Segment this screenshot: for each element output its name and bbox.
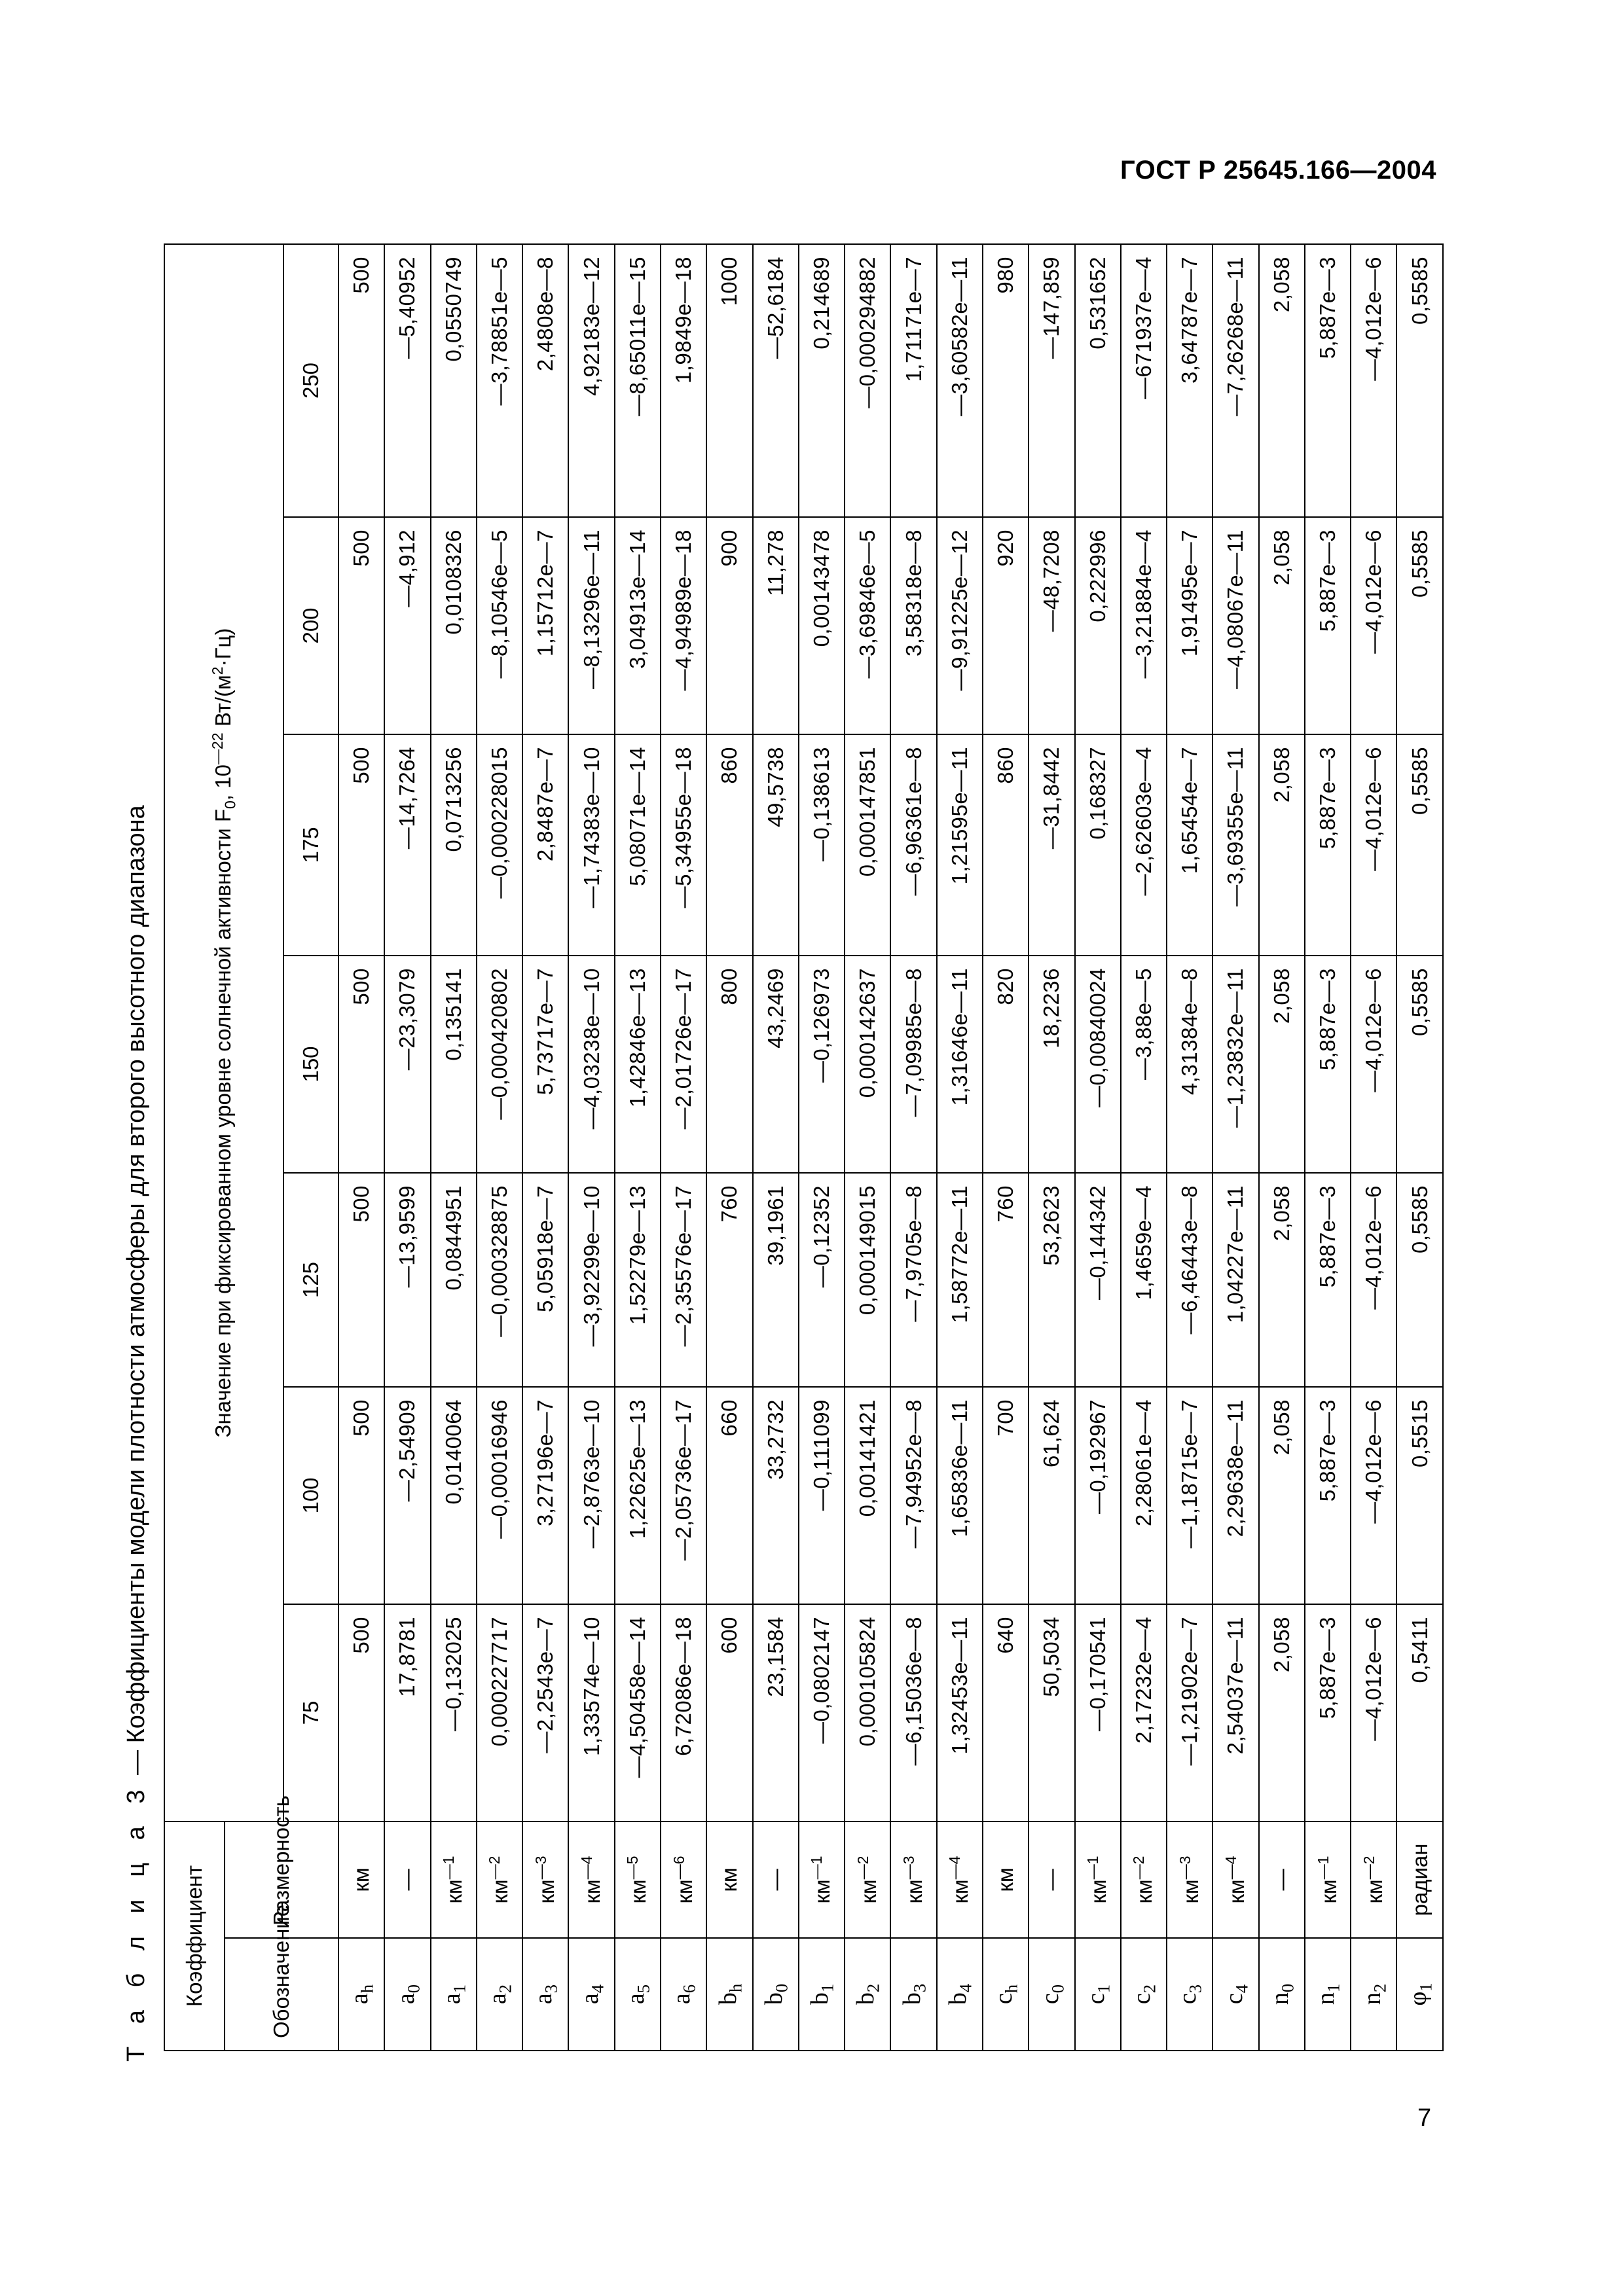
value-cell: —0,170541 [1075,1604,1121,1821]
table-row [522,244,568,2051]
value-cell: 1,15712e—7 [522,517,568,734]
level-header: 75 [283,1604,338,1821]
table-row [477,244,522,2051]
value-cell: 0,00143478 [799,517,845,734]
designation-cell: $c_h$ [983,1938,1029,2051]
dimension-cell: $км^{—2}$ [477,1821,522,1938]
designation-cell: $c_1$ [1075,1938,1121,2051]
value-cell: 2,058 [1259,734,1305,956]
value-cell: 500 [338,1387,384,1604]
value-cell: —0,000420802 [477,956,522,1173]
designation-cell: $b_1$ [799,1938,845,2051]
dimension-cell: $км^{—2}$ [1121,1821,1167,1938]
table-row [1167,244,1213,2051]
designation-cell: $b_3$ [890,1938,936,2051]
value-cell: 0,214689 [799,244,845,517]
dimension-cell: $км^{—1}$ [1305,1821,1351,1938]
dimension-cell: $км^{—4}$ [1213,1821,1258,1938]
value-cell: 760 [983,1173,1029,1387]
value-cell: 1,4659e—4 [1121,1173,1167,1387]
dimension-cell: $км^{—5}$ [615,1821,661,1938]
value-cell: 980 [983,244,1029,517]
value-cell: 4,31384e—8 [1167,956,1213,1173]
value-cell: 0,00141421 [845,1387,890,1604]
table-row [1396,244,1443,2051]
value-cell: —0,000294882 [845,244,890,517]
value-cell: 2,54037e—11 [1213,1604,1258,1821]
value-cell: 2,058 [1259,1387,1305,1604]
value-cell: —2,62603e—4 [1121,734,1167,956]
designation-cell: $a_6$ [661,1938,706,2051]
designation-cell: $b_0$ [753,1938,799,2051]
value-cell: —4,012e—6 [1351,1387,1396,1604]
value-cell: 53,2623 [1029,1173,1074,1387]
value-cell: —0,111099 [799,1387,845,1604]
value-cell: 5,73717e—7 [522,956,568,1173]
value-cell: 1,32453e—11 [937,1604,983,1821]
value-cell: —7,26268e—11 [1213,244,1258,517]
value-cell: 5,887e—3 [1305,244,1351,517]
designation-cell: $c_2$ [1121,1938,1167,2051]
table-caption [117,753,156,2062]
table-row [799,244,845,2051]
value-cell: 900 [706,517,752,734]
value-cell: 820 [983,956,1029,1173]
table-row [1075,244,1121,2051]
value-cell: 2,17232e—4 [1121,1604,1167,1821]
value-cell: 0,0140064 [431,1387,477,1604]
value-cell: 1,91495e—7 [1167,517,1213,734]
dimension-cell: — [753,1821,799,1938]
designation-cell: $b_2$ [845,1938,890,2051]
dimension-cell: $км^{—1}$ [431,1821,477,1938]
value-cell: 500 [338,244,384,517]
table-row [615,244,661,2051]
value-cell: —7,9705e—8 [890,1173,936,1387]
value-cell: —3,21884e—4 [1121,517,1167,734]
value-cell: —4,08067e—11 [1213,517,1258,734]
value-cell: —4,03238e—10 [568,956,614,1173]
value-cell: 500 [338,956,384,1173]
designation-cell: $a_5$ [615,1938,661,2051]
coefficients-table [164,243,1444,2051]
value-cell: 860 [706,734,752,956]
dimension-cell: $км^{—1}$ [1075,1821,1121,1938]
value-cell: 1,33574e—10 [568,1604,614,1821]
designation-cell: $b_h$ [706,1938,752,2051]
value-cell: —3,69355e—11 [1213,734,1258,956]
dimension-cell: — [1259,1821,1305,1938]
dimension-cell: — [384,1821,430,1938]
level-header: 100 [283,1387,338,1604]
value-cell: —48,7208 [1029,517,1074,734]
value-cell: —0,00840024 [1075,956,1121,1173]
designation-cell: $c_3$ [1167,1938,1213,2051]
value-cell: 0,000149015 [845,1173,890,1387]
value-cell: —52,6184 [753,244,799,517]
value-cell: —13,9599 [384,1173,430,1387]
value-cell: —1,18715e—7 [1167,1387,1213,1604]
designation-cell: $a_0$ [384,1938,430,2051]
value-cell: —4,012e—6 [1351,1604,1396,1821]
level-header: 175 [283,734,338,956]
value-cell: —7,94952e—8 [890,1387,936,1604]
value-cell: 2,28061e—4 [1121,1387,1167,1604]
value-cell: 2,058 [1259,244,1305,517]
value-cell: 18,2236 [1029,956,1074,1173]
value-cell: 23,1584 [753,1604,799,1821]
value-cell: 500 [338,1604,384,1821]
designation-cell: $c_4$ [1213,1938,1258,2051]
value-cell: 6,72086e—18 [661,1604,706,1821]
value-cell: 1,65454e—7 [1167,734,1213,956]
value-cell: —1,23832e—11 [1213,956,1258,1173]
designation-cell: $\varphi_1$ [1396,1938,1443,2051]
dimension-cell: $км^{—1}$ [799,1821,845,1938]
value-cell: 2,29638e—11 [1213,1387,1258,1604]
value-cell: 0,531652 [1075,244,1121,517]
table-row [1259,244,1305,2051]
value-cell: 1,31646e—11 [937,956,983,1173]
value-cell: 33,2732 [753,1387,799,1604]
value-cell: 3,04913e—14 [615,517,661,734]
value-cell: 1,42846e—13 [615,956,661,1173]
designation-cell: $n_2$ [1351,1938,1396,2051]
value-cell: 500 [338,1173,384,1387]
value-cell: —0,126973 [799,956,845,1173]
value-cell: 3,58318e—8 [890,517,936,734]
table-row [845,244,890,2051]
value-cell: 0,0550749 [431,244,477,517]
value-cell: 49,5738 [753,734,799,956]
value-cell: —1,21902e—7 [1167,1604,1213,1821]
value-cell: —4,012e—6 [1351,734,1396,956]
table-row [1351,244,1396,2051]
value-cell: —671937e—4 [1121,244,1167,517]
value-cell: 0,000147851 [845,734,890,956]
value-cell: 500 [338,734,384,956]
value-cell: 700 [983,1387,1029,1604]
value-cell: 0,0713256 [431,734,477,956]
table-container [164,245,1444,2051]
value-cell: 0,168327 [1075,734,1121,956]
dimension-cell: — [1029,1821,1074,1938]
value-cell: —8,13296e—11 [568,517,614,734]
value-cell: —6,96361e—8 [890,734,936,956]
value-cell: 2,058 [1259,1173,1305,1387]
value-cell: 0,5411 [1396,1604,1443,1821]
value-cell: —31,8442 [1029,734,1074,956]
value-cell: 5,05918e—7 [522,1173,568,1387]
value-cell: —0,0802147 [799,1604,845,1821]
value-cell: 61,624 [1029,1387,1074,1604]
value-cell: 5,887e—3 [1305,1387,1351,1604]
value-cell: —4,012e—6 [1351,956,1396,1173]
value-cell: —2,54909 [384,1387,430,1604]
table-row [937,244,983,2051]
table-row [1305,244,1351,2051]
value-cell: 640 [983,1604,1029,1821]
value-cell: 1,21595e—11 [937,734,983,956]
dimension-cell: $км^{—3}$ [890,1821,936,1938]
table-row [983,244,1029,2051]
table-row [338,244,384,2051]
value-cell: —3,69846e—5 [845,517,890,734]
dimension-cell: $км^{—3}$ [522,1821,568,1938]
designation-cell: $a_4$ [568,1938,614,2051]
value-cell: 2,8487e—7 [522,734,568,956]
value-cell: 760 [706,1173,752,1387]
table-row [661,244,706,2051]
value-cell: —3,78851e—5 [477,244,522,517]
value-cell: —4,94989e—18 [661,517,706,734]
dimension-cell: радиан [1396,1821,1443,1938]
value-cell: —6,46443e—8 [1167,1173,1213,1387]
value-cell: 500 [338,517,384,734]
value-cell: 660 [706,1387,752,1604]
value-cell: —3,92299e—10 [568,1173,614,1387]
value-cell: —147,859 [1029,244,1074,517]
value-cell: 5,887e—3 [1305,1604,1351,1821]
dimension-cell: км [706,1821,752,1938]
value-cell: 1,71171e—7 [890,244,936,517]
value-cell: 0,135141 [431,956,477,1173]
value-cell: —5,40952 [384,244,430,517]
value-cell: 3,64787e—7 [1167,244,1213,517]
value-cell: —0,12352 [799,1173,845,1387]
value-header: Значение при фиксированном уровне солнечной активности $F_0$, $10^{—22}$ $Вт/(м^2\cdot Гц)$ [164,244,283,1821]
caption-label: Т а б л и ц а 3 [122,1782,150,2062]
value-cell: 800 [706,956,752,1173]
table-row [384,244,430,2051]
value-cell: 920 [983,517,1029,734]
value-cell: —2,05736e—17 [661,1387,706,1604]
value-cell: —0,138613 [799,734,845,956]
value-cell: 39,1961 [753,1173,799,1387]
designation-cell: $a_1$ [431,1938,477,2051]
value-cell: 0,0108326 [431,517,477,734]
value-cell: —4,012e—6 [1351,244,1396,517]
value-cell: 0,222996 [1075,517,1121,734]
value-cell: 2,058 [1259,956,1305,1173]
value-cell: —2,35576e—17 [661,1173,706,1387]
dimension-cell: км [338,1821,384,1938]
designation-cell: $b_4$ [937,1938,983,2051]
dimension-cell: км [983,1821,1029,1938]
value-cell: —4,012e—6 [1351,517,1396,734]
value-cell: —5,34955e—18 [661,734,706,956]
value-cell: 2,058 [1259,517,1305,734]
designation-cell: $a_h$ [338,1938,384,2051]
value-cell: —4,50458e—14 [615,1604,661,1821]
value-cell: —2,2543e—7 [522,1604,568,1821]
level-header: 125 [283,1173,338,1387]
value-cell: 1,9849e—18 [661,244,706,517]
table-row [1029,244,1074,2051]
table-row [706,244,752,2051]
value-cell: 0,000142637 [845,956,890,1173]
value-cell: —4,912 [384,517,430,734]
value-cell: 1,58772e—11 [937,1173,983,1387]
value-cell: 1,52279e—13 [615,1173,661,1387]
value-cell: 0,000227717 [477,1604,522,1821]
value-cell: 2,058 [1259,1604,1305,1821]
value-cell: —3,60582e—11 [937,244,983,517]
value-cell: 1,65836e—11 [937,1387,983,1604]
table-row [1121,244,1167,2051]
dimension-cell: $км^{—2}$ [845,1821,890,1938]
designation-header: Обозначение [225,1938,338,2051]
value-cell: 0,5515 [1396,1387,1443,1604]
value-cell: 860 [983,734,1029,956]
dimension-cell: $км^{—4}$ [937,1821,983,1938]
value-cell: 1,22625e—13 [615,1387,661,1604]
table-row [431,244,477,2051]
value-cell: 50,5034 [1029,1604,1074,1821]
value-cell: 0,5585 [1396,1173,1443,1387]
value-cell: —0,000228015 [477,734,522,956]
value-cell: —8,10546e—5 [477,517,522,734]
value-cell: 1,04227e—11 [1213,1173,1258,1387]
value-cell: 0,5585 [1396,734,1443,956]
value-cell: —0,144342 [1075,1173,1121,1387]
coef-header: Коэффициент [164,1821,225,2051]
value-cell: —6,15036e—8 [890,1604,936,1821]
dimension-cell: $км^{—3}$ [1167,1821,1213,1938]
dimension-header: Размерность [225,1821,338,1938]
value-cell: 11,278 [753,517,799,734]
value-cell: —0,132025 [431,1604,477,1821]
level-header: 150 [283,956,338,1173]
value-cell: —2,01726e—17 [661,956,706,1173]
designation-cell: $n_0$ [1259,1938,1305,2051]
table-row [753,244,799,2051]
value-cell: —1,74383e—10 [568,734,614,956]
value-cell: 3,27196e—7 [522,1387,568,1604]
value-cell: —14,7264 [384,734,430,956]
value-cell: —4,012e—6 [1351,1173,1396,1387]
value-cell: 2,4808e—8 [522,244,568,517]
value-cell: 0,000105824 [845,1604,890,1821]
value-cell: 43,2469 [753,956,799,1173]
value-cell: 0,5585 [1396,517,1443,734]
document-header: ГОСТ Р 25645.166—2004 [1120,156,1436,185]
value-cell: —0,00016946 [477,1387,522,1604]
caption-text: — Коэффициенты модели плотности атмосферы для второго высотного диапазона [122,805,150,1782]
value-cell: —9,91225e—12 [937,517,983,734]
value-cell: —7,09985e—8 [890,956,936,1173]
dimension-cell: $км^{—4}$ [568,1821,614,1938]
value-cell: 0,5585 [1396,956,1443,1173]
dimension-cell: $км^{—2}$ [1351,1821,1396,1938]
value-cell: 4,92183e—12 [568,244,614,517]
value-cell: —0,000328875 [477,1173,522,1387]
page-number: 7 [1417,2104,1432,2132]
value-cell: 0,5585 [1396,244,1443,517]
value-cell: 0,0844951 [431,1173,477,1387]
value-cell: —2,8763e—10 [568,1387,614,1604]
table-row [568,244,614,2051]
dimension-cell: $км^{—6}$ [661,1821,706,1938]
value-cell: 600 [706,1604,752,1821]
level-header: 200 [283,517,338,734]
designation-cell: $a_2$ [477,1938,522,2051]
level-header: 250 [283,244,338,517]
value-cell: 5,887e—3 [1305,734,1351,956]
value-cell: 1000 [706,244,752,517]
value-cell: —0,192967 [1075,1387,1121,1604]
value-cell: 5,887e—3 [1305,517,1351,734]
value-cell: —3,88e—5 [1121,956,1167,1173]
table-row [1213,244,1258,2051]
designation-cell: $c_0$ [1029,1938,1074,2051]
value-cell: —23,3079 [384,956,430,1173]
value-cell: —8,65011e—15 [615,244,661,517]
value-cell: 17,8781 [384,1604,430,1821]
designation-cell: $a_3$ [522,1938,568,2051]
designation-cell: $n_1$ [1305,1938,1351,2051]
value-cell: 5,887e—3 [1305,956,1351,1173]
value-cell: 5,887e—3 [1305,1173,1351,1387]
value-cell: 5,08071e—14 [615,734,661,956]
table-row [890,244,936,2051]
